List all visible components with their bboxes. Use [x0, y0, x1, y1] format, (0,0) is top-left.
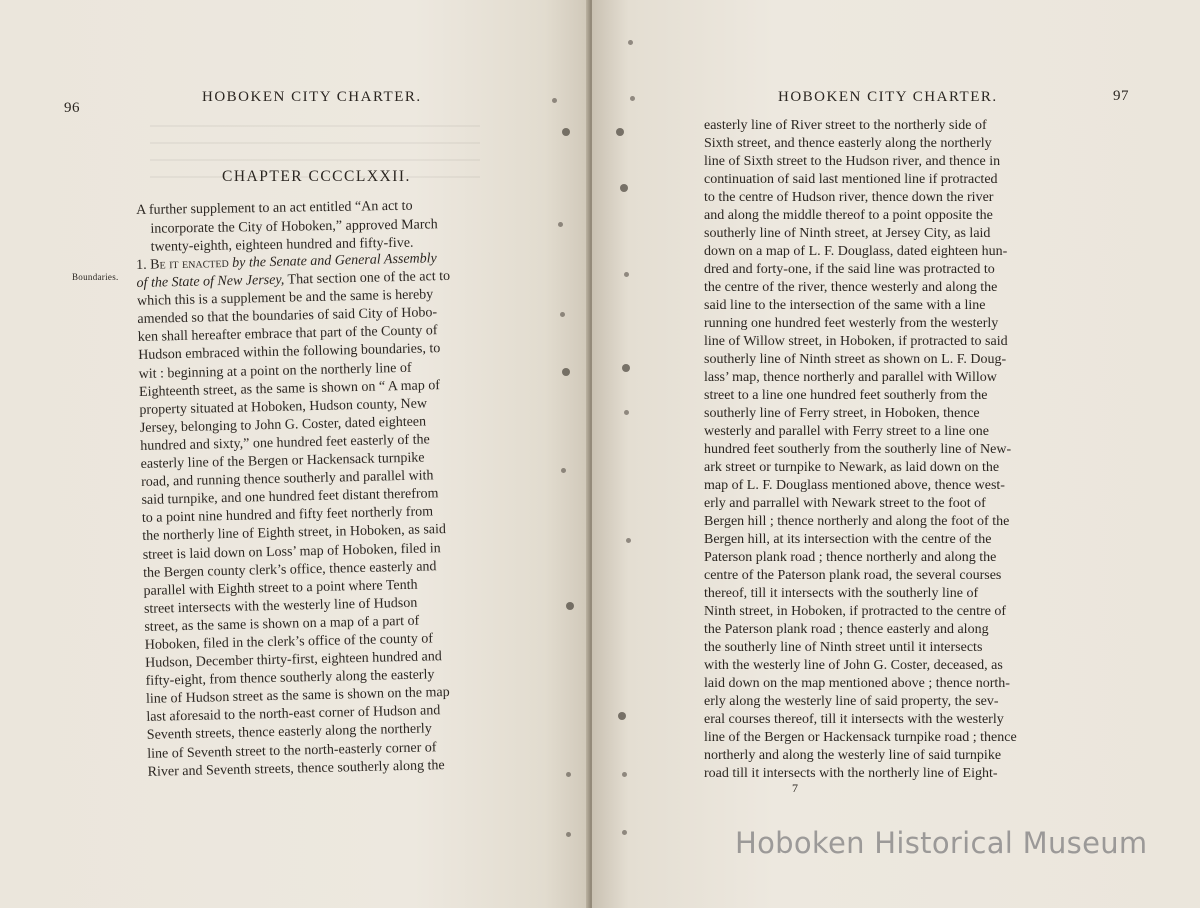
body-line: amended so that the boundaries of said City of Hobo- [137, 305, 438, 328]
enacting-clause-italic: by the Senate and General Assembly [228, 251, 437, 271]
binding-hole [620, 184, 628, 192]
body-line: which this is a supplement be and the same is hereby [136, 287, 434, 310]
body-line: erly along the westerly line of said property, the sev- [704, 694, 999, 709]
binding-hole [558, 222, 563, 227]
body-line: down on a map of L. F. Douglass, dated eighteen hun- [704, 244, 1008, 259]
body-line: Hudson embraced within the following boundaries, to [138, 341, 441, 364]
body-line: Paterson plank road ; thence northerly and along the [704, 550, 997, 565]
body-line: and along the middle thereof to a point opposite the [704, 208, 993, 223]
body-line: northerly and along the westerly line of said turnpike [704, 748, 1002, 763]
body-line: the Paterson plank road ; thence easterly and along [704, 622, 989, 637]
body-line: lass’ map, thence northerly and parallel with Willow [704, 370, 997, 385]
body-line: westerly and parallel with Ferry street to a line one [704, 424, 989, 439]
body-line: ken shall hereafter embrace that part of the County of [137, 323, 438, 346]
binding-hole [618, 712, 626, 720]
body-line: Ninth street, in Hoboken, if protracted to the centre of [704, 604, 1007, 619]
body-line-tail: That section one of the act to [284, 268, 451, 288]
act-title-line: incorporate the City of Hoboken,” approved March [150, 216, 438, 237]
body-line: Hudson, December thirty-first, eighteen hundred and [145, 649, 442, 671]
binding-hole [566, 832, 571, 837]
page-number-right: 97 [1113, 88, 1129, 104]
binding-hole [622, 830, 627, 835]
body-line: fifty-eight, from thence southerly along the easterly [145, 667, 435, 690]
body-line: ark street or turnpike to Newark, as laid down on the [704, 460, 1000, 475]
body-line: line of Sixth street to the Hudson river, and thence in [704, 154, 1001, 169]
body-line: with the westerly line of John G. Coster, deceased, as [704, 658, 1003, 673]
binding-hole [566, 602, 574, 610]
act-title [136, 196, 497, 257]
body-line: hundred feet southerly from the southerly line of New- [704, 442, 1012, 457]
binding-hole [622, 364, 630, 372]
binding-hole [552, 98, 557, 103]
body-line: said line to the intersection of the same with a line [704, 298, 986, 313]
page-number-left: 96 [64, 100, 80, 116]
body-line: map of L. F. Douglass mentioned above, thence west- [704, 478, 1005, 493]
body-line: street intersects with the westerly line of Hudson [143, 595, 418, 617]
body-line: line of Willow street, in Hoboken, if protracted to said [704, 334, 1008, 349]
body-line: thereof, till it intersects with the southerly line of [704, 586, 979, 601]
body-line: wit : beginning at a point on the northerly line of [138, 360, 412, 382]
binding-hole [630, 96, 635, 101]
body-line: to a point nine hundred and fifty feet northerly from [141, 504, 434, 527]
body-line: southerly line of Ninth street, at Jersey City, as laid [704, 226, 991, 241]
body-line: continuation of said last mentioned line if protracted [704, 172, 998, 187]
body-line: erly and parrallel with Newark street to the foot of [704, 496, 986, 511]
body-line: River and Seventh streets, thence southerly along the [147, 757, 445, 780]
act-title-line: twenty-eighth, eighteen hundred and fifty-five. [150, 235, 414, 255]
body-line: Jersey, belonging to John G. Coster, dated eighteen [139, 414, 427, 436]
body-line: southerly line of Ferry street, in Hoboken, thence [704, 406, 980, 421]
binding-hole [628, 40, 633, 45]
museum-watermark: Hoboken Historical Museum [735, 826, 1148, 860]
body-line: eral courses thereof, till it intersects with the westerly [704, 712, 1004, 727]
enacting-clause: 1. Be it enacted [136, 255, 229, 273]
left-body-text [136, 249, 520, 782]
body-line: the Bergen county clerk’s office, thence easterly and [143, 558, 437, 581]
body-line: hundred and sixty,” one hundred feet easterly of the [140, 432, 430, 454]
body-line: Sixth street, and thence easterly along the northerly [704, 136, 992, 151]
state-name: of the State of New Jersey, [136, 272, 285, 292]
body-line: Seventh streets, thence easterly along the northerly [146, 721, 432, 744]
binding-hole [626, 538, 631, 543]
body-line: laid down on the map mentioned above ; thence north- [704, 676, 1010, 691]
body-line: Eighteenth street, as the same is shown on “ A map of [138, 377, 441, 400]
body-line: running one hundred feet westerly from the westerly [704, 316, 999, 331]
body-line: said turnpike, and one hundred feet distant therefrom [141, 486, 439, 509]
body-line: dred and forty-one, if the said line was protracted to [704, 262, 995, 277]
binding-hole [560, 312, 565, 317]
body-line: line of Seventh street to the north-easterly corner of [147, 739, 437, 762]
right-body-text [704, 117, 1070, 783]
binding-hole [616, 128, 624, 136]
body-line: to the centre of Hudson river, thence down the river [704, 190, 994, 205]
margin-note-boundaries: Boundaries. [72, 272, 119, 282]
body-line: the centre of the river, thence westerly and along the [704, 280, 998, 295]
running-head-left: HOBOKEN CITY CHARTER. [202, 89, 422, 105]
body-line: property situated at Hoboken, Hudson county, New [139, 396, 428, 418]
left-page [0, 0, 592, 908]
act-title-line: A further supplement to an act entitled “An act to [136, 198, 413, 218]
signature-mark: 7 [792, 781, 798, 795]
binding-hole [561, 468, 566, 473]
body-line: Hoboken, filed in the clerk’s office of the county of [144, 631, 434, 653]
binding-hole [562, 368, 570, 376]
body-line: Bergen hill ; thence northerly and along the foot of the [704, 514, 1010, 529]
body-line: parallel with Eighth street to a point where Tenth [143, 577, 418, 599]
body-line: road, and running thence southerly and parallel with [140, 468, 434, 491]
binding-hole [562, 128, 570, 136]
body-line: last aforesaid to the north-east corner of Hudson and [146, 703, 441, 726]
body-line: the southerly line of Ninth street until it intersects [704, 640, 983, 655]
body-line: line of the Bergen or Hackensack turnpike road ; thence [704, 730, 1017, 745]
body-line: the northerly line of Eighth street, in Hoboken, as said [142, 522, 447, 545]
binding-hole [622, 772, 627, 777]
body-line: easterly line of River street to the northerly side of [704, 118, 987, 133]
body-line: street is laid down on Loss’ map of Hoboken, filed in [142, 540, 441, 563]
running-head-right: HOBOKEN CITY CHARTER. [778, 89, 998, 105]
binding-hole [624, 410, 629, 415]
body-line: Bergen hill, at its intersection with the centre of the [704, 532, 992, 547]
body-line: street to a line one hundred feet southerly from the [704, 388, 988, 403]
body-line: southerly line of Ninth street as shown on L. F. Doug- [704, 352, 1007, 367]
body-line: centre of the Paterson plank road, the several courses [704, 568, 1002, 583]
body-line: line of Hudson street as the same is shown on the map [145, 685, 450, 708]
body-line: easterly line of the Bergen or Hackensack turnpike [140, 450, 425, 472]
chapter-heading: CHAPTER CCCCLXXII. [222, 168, 411, 185]
body-line: road till it intersects with the northerly line of Eight- [704, 766, 998, 781]
body-line: street, as the same is shown on a map of a part of [144, 613, 420, 635]
binding-hole [566, 772, 571, 777]
binding-hole [624, 272, 629, 277]
